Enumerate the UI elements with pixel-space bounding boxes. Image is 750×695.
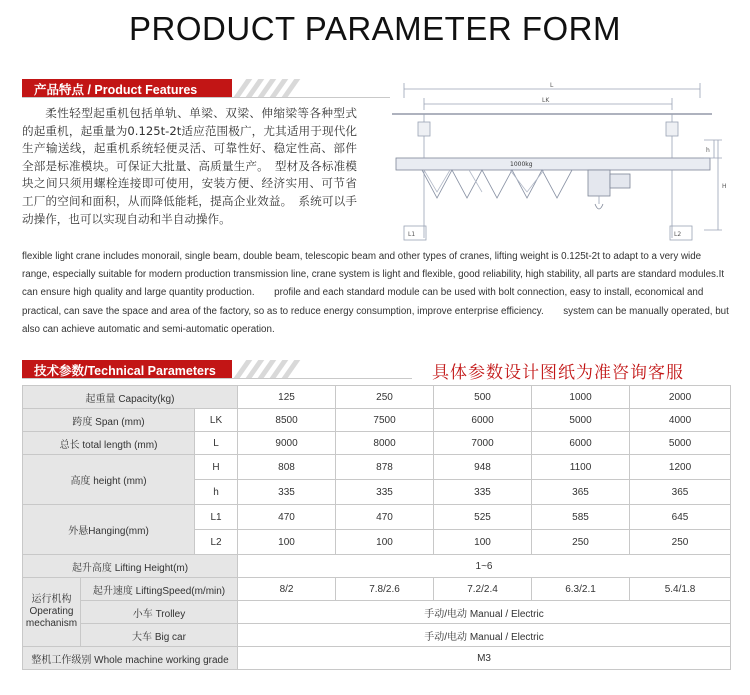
- table-cell: 6.3/2.1: [532, 578, 630, 601]
- lifting-speed-label: 起升速度 LiftingSpeed(m/min): [81, 578, 238, 601]
- table-cell: 100: [238, 530, 336, 555]
- table-cell: 8500: [238, 409, 336, 432]
- H-symbol: H: [195, 455, 238, 480]
- load-label: 1000kg: [510, 161, 533, 168]
- dim-label-L2: L2: [674, 231, 682, 238]
- table-cell: 7000: [434, 432, 532, 455]
- grade-label: 整机工作级别 Whole machine working grade: [23, 647, 238, 670]
- table-cell: 5000: [532, 409, 630, 432]
- table-cell: 7500: [336, 409, 434, 432]
- table-cell: M3: [238, 647, 731, 670]
- crane-diagram: [382, 80, 728, 248]
- section-divider: [22, 97, 390, 98]
- L1-symbol: L1: [195, 505, 238, 530]
- lifting-height-label: 起升高度 Lifting Height(m): [23, 555, 238, 578]
- table-cell: 365: [630, 480, 731, 505]
- height-label: 高度 height (mm): [23, 455, 195, 505]
- table-cell: 100: [434, 530, 532, 555]
- table-cell: 手动/电动 Manual / Electric: [238, 601, 731, 624]
- table-cell: 470: [336, 505, 434, 530]
- table-cell: 手动/电动 Manual / Electric: [238, 624, 731, 647]
- bigcar-label: 大车 Big car: [81, 624, 238, 647]
- trolley-label: 小车 Trolley: [81, 601, 238, 624]
- table-cell: 1200: [630, 455, 731, 480]
- table-cell: 1~6: [238, 555, 731, 578]
- table-cell: 5000: [630, 432, 731, 455]
- technical-section-header: [22, 360, 390, 378]
- table-row-lifting-height: [23, 555, 731, 578]
- table-cell: 6000: [532, 432, 630, 455]
- table-cell: 878: [336, 455, 434, 480]
- table-cell: 585: [532, 505, 630, 530]
- table-row-trolley: [23, 601, 731, 624]
- table-cell: 525: [434, 505, 532, 530]
- dim-label-h: h: [706, 147, 710, 154]
- table-cell: 100: [336, 530, 434, 555]
- h-symbol: h: [195, 480, 238, 505]
- table-row-lifting-speed: [23, 578, 731, 601]
- dim-label-L1: L1: [408, 231, 416, 238]
- table-cell: 645: [630, 505, 731, 530]
- table-cell: 5.4/1.8: [630, 578, 731, 601]
- table-cell: 8000: [336, 432, 434, 455]
- table-cell: 7.8/2.6: [336, 578, 434, 601]
- table-cell: 6000: [434, 409, 532, 432]
- technical-heading: 技术参数/Technical Parameters: [34, 364, 216, 378]
- dim-label-LK: LK: [542, 97, 550, 104]
- table-cell: 250: [336, 386, 434, 409]
- length-symbol: L: [195, 432, 238, 455]
- table-cell: 250: [630, 530, 731, 555]
- table-row-length: [23, 432, 731, 455]
- table-cell: 7.2/2.4: [434, 578, 532, 601]
- table-cell: 335: [336, 480, 434, 505]
- features-english-text: flexible light crane includes monorail, single beam, double beam, telescopic beam and other types of cranes, lifting weight is 0.125t-2t to adapt to a very wide range, especially suitable for modern production transmission line, crane system is light and flexible, good reliability, high stability, all parts are standard modules.It can ensure high quality and large quantity production. profile and each standard module can be used with bolt connection, easy to install, economical and practical, can save the space and area of the factory, so as to reduce energy consumption, improve enterprise efficiency. system can be manually operated, but also can achieve automatic and semi-automatic operation.: [22, 251, 729, 335]
- table-cell: 1100: [532, 455, 630, 480]
- section-divider: [22, 378, 412, 379]
- table-cell: 1000: [532, 386, 630, 409]
- table-cell: 948: [434, 455, 532, 480]
- table-row-span: [23, 409, 731, 432]
- features-heading: 产品特点 / Product Features: [34, 83, 198, 97]
- table-cell: 808: [238, 455, 336, 480]
- table-row-bigcar: [23, 624, 731, 647]
- L2-symbol: L2: [195, 530, 238, 555]
- table-cell: 500: [434, 386, 532, 409]
- table-row-grade: [23, 647, 731, 670]
- dim-label-L: L: [550, 82, 554, 89]
- table-cell: 8/2: [238, 578, 336, 601]
- table-cell: 2000: [630, 386, 731, 409]
- span-label: 跨度 Span (mm): [23, 409, 195, 432]
- page-title: PRODUCT PARAMETER FORM: [129, 10, 621, 47]
- dim-label-H: H: [722, 183, 727, 190]
- table-row-hanging-L1: [23, 505, 731, 530]
- table-cell: 335: [434, 480, 532, 505]
- table-cell: 4000: [630, 409, 731, 432]
- length-label: 总长 total length (mm): [23, 432, 195, 455]
- table-cell: 125: [238, 386, 336, 409]
- table-cell: 365: [532, 480, 630, 505]
- table-cell: 335: [238, 480, 336, 505]
- features-section-header: [22, 79, 390, 97]
- table-cell: 470: [238, 505, 336, 530]
- capacity-label: 起重量 Capacity(kg): [23, 386, 238, 409]
- features-chinese-text: 柔性轻型起重机包括单轨、单梁、双梁、伸缩梁等各种型式的起重机，起重量为0.125t-2t适应范围极广，尤其适用于现代化生产输送线，起重机系统轻便灵活、可靠性好、稳定性高、部件全部是标准模块。可保证大批量、高质量生产。 型材及各标准模块之间只须用螺栓连接即可使用，安装方便、经济实用、可节省工厂的空间和面积，从而降低能耗，提高企业效益。 系统可以手动操作，也可以实现自动和半自动操作。: [22, 106, 357, 226]
- parameters-table: [22, 385, 731, 670]
- span-symbol: LK: [195, 409, 238, 432]
- table-row-height-H: [23, 455, 731, 480]
- consult-note: 具体参数设计图纸为准咨询客服: [432, 363, 684, 383]
- table-cell: 250: [532, 530, 630, 555]
- mechanism-label: 运行机构 Operating mechanism: [23, 578, 81, 647]
- hanging-label: 外悬Hanging(mm): [23, 505, 195, 555]
- table-cell: 9000: [238, 432, 336, 455]
- table-row-capacity: [23, 386, 731, 409]
